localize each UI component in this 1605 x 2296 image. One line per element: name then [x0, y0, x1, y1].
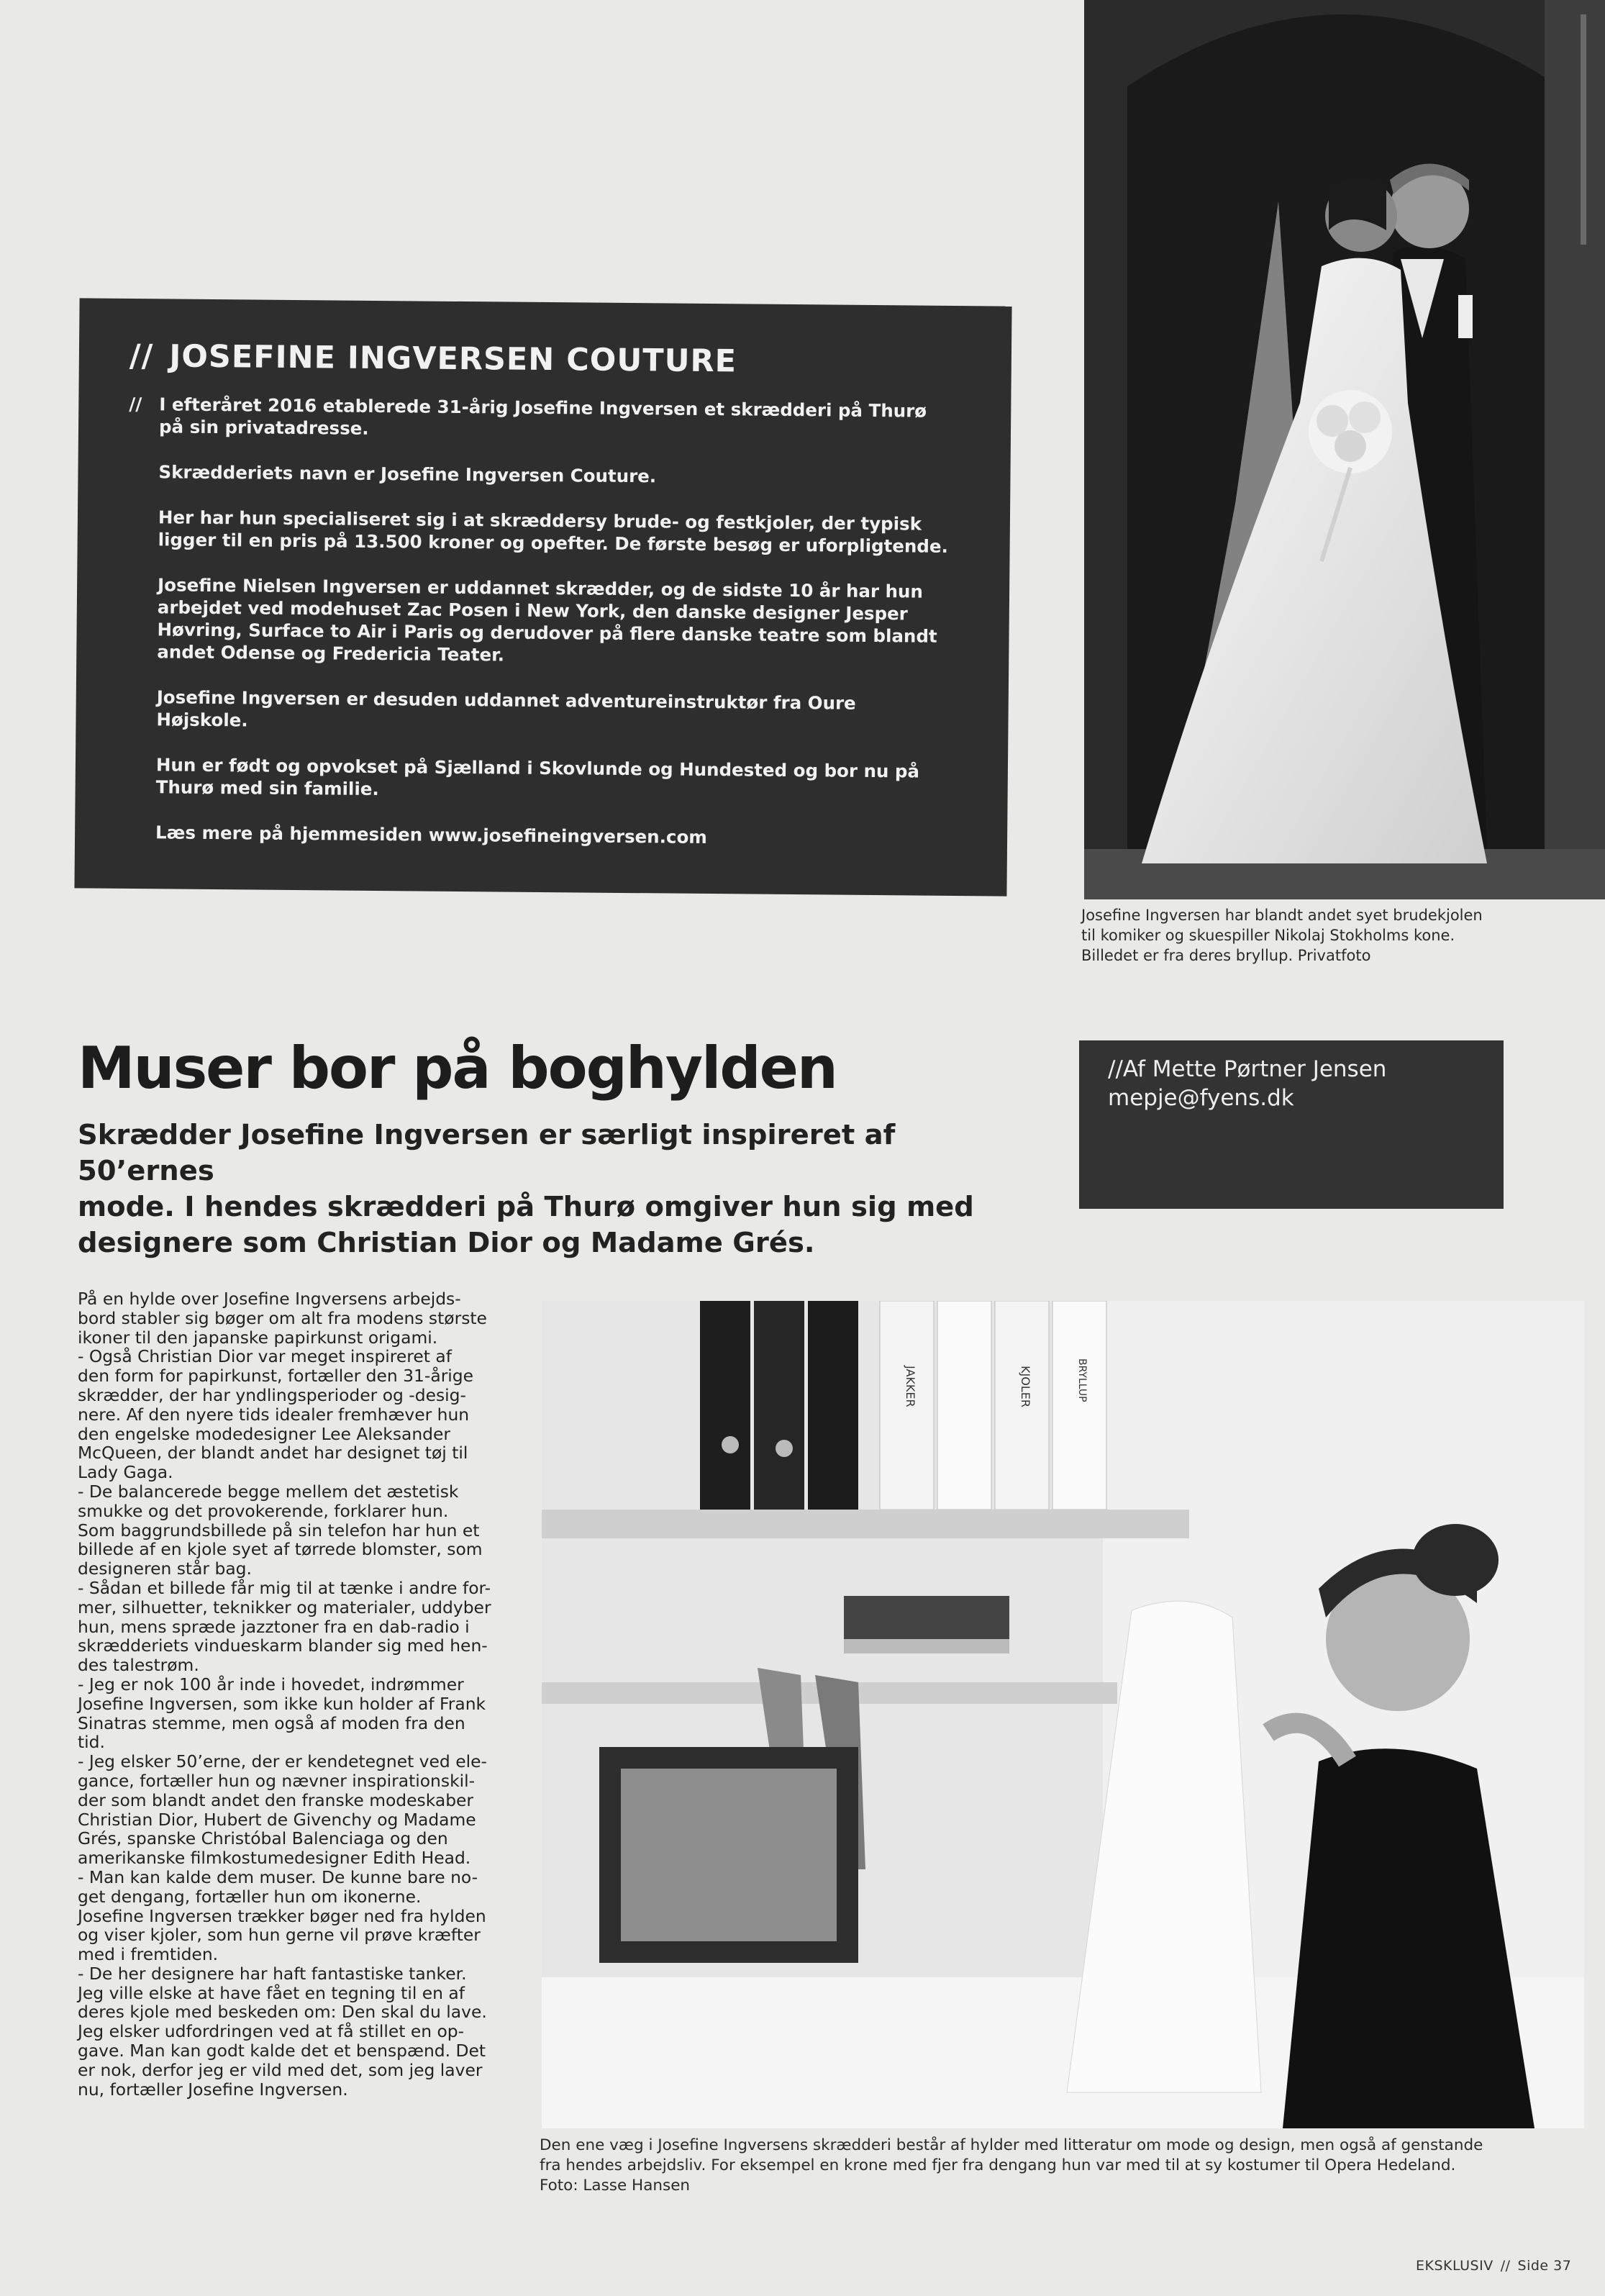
- binder-label: JAKKER: [904, 1366, 917, 1407]
- body-line: Josefine Ingversen trækker bøger ned fra hylden: [78, 1905, 486, 1926]
- body-line: Jeg ville elske at have fået en tegning til en af: [78, 1982, 465, 2003]
- article-body: [78, 1289, 527, 2099]
- caption-line: Billedet er fra deres bryllup. Privatfoto: [1081, 947, 1371, 964]
- body-line: Christian Dior, Hubert de Givenchy og Madame: [78, 1809, 476, 1830]
- fact-box-title: [129, 338, 954, 381]
- studio-illustration: [542, 1301, 1584, 2128]
- body-line: - Sådan et billede får mig til at tænke i andre for-: [78, 1577, 491, 1598]
- body-line: ikoner til den japanske papirkunst origami.: [78, 1327, 438, 1348]
- paragraph-mark: [125, 821, 155, 843]
- article-headline: Muser bor på boghylden: [78, 1035, 837, 1102]
- body-line: amerikanske filmkostumedesigner Edith Head.: [78, 1848, 471, 1869]
- body-line: Sinatras stemme, men også af moden fra den: [78, 1712, 465, 1733]
- body-line: - Man kan kalde dem muser. De kunne bare no-: [78, 1866, 478, 1887]
- caption-line: Foto: Lasse Hansen: [540, 2177, 691, 2195]
- byline-box: [1079, 1040, 1504, 1209]
- body-line: gave. Man kan godt kalde det et benspænd. Det: [78, 2041, 486, 2061]
- body-line: Josefine Ingversen, som ikke kun holder af Frank: [78, 1693, 486, 1714]
- paragraph-text: Josefine Nielsen Ingversen er uddannet skrædder, og de sidste 10 år har hun arbejdet ved modehuset Zac Posen i New York, den danske designer Jesper Høvring, Surface to Air i Paris og derudover på flere danske teatre som blandt andet Odense og Fredericia Teater.: [157, 574, 937, 666]
- paragraph-mark: [128, 460, 158, 483]
- body-line: billede af en kjole syet af tørrede blomster, som: [78, 1539, 483, 1560]
- caption-line: Josefine Ingversen har blandt andet syet brudekjolen: [1081, 907, 1483, 924]
- fact-paragraph: [127, 573, 952, 670]
- wedding-photo-caption: [1081, 905, 1585, 966]
- body-line: McQueen, der blandt andet har designet tøj til: [78, 1443, 468, 1464]
- fact-paragraph: [126, 753, 950, 805]
- paragraph-text: Hun er født og opvokset på Sjælland i Skovlunde og Hundested og bor nu på Thurø med sin familie.: [155, 754, 920, 800]
- body-line: den engelske modedesigner Lee Aleksander: [78, 1423, 451, 1444]
- wedding-illustration: [1084, 0, 1605, 899]
- fact-paragraph: [125, 821, 950, 850]
- caption-line: til komiker og skuespiller Nikolaj Stokholms kone.: [1081, 927, 1455, 944]
- body-line: - Jeg er nok 100 år inde i hovedet, indrømmer: [78, 1674, 464, 1694]
- paragraph-mark: [126, 686, 157, 730]
- caption-line: fra hendes arbejdsliv. For eksempel en krone med fjer fra dengang hun var med til at sy kostumer til Opera Hedeland.: [540, 2156, 1456, 2174]
- paragraph-text: Skrædderiets navn er Josefine Ingversen Couture.: [158, 461, 657, 487]
- binder-label: BRYLLUP: [1076, 1358, 1088, 1402]
- byline-author: //Af Mette Pørtner Jensen: [1108, 1056, 1387, 1082]
- body-line: Grés, spanske Christóbal Balenciaga og den: [78, 1828, 448, 1849]
- wedding-photo: [1084, 0, 1605, 899]
- publication-name: EKSKLUSIV: [1416, 2258, 1493, 2274]
- standfirst-line: designere som Christian Dior og Madame Grés.: [78, 1227, 815, 1259]
- body-line: med i fremtiden.: [78, 1944, 219, 1965]
- body-line: tid.: [78, 1732, 105, 1753]
- paragraph-text: I efteråret 2016 etablerede 31-årig Josefine Ingversen et skrædderi på Thurø på sin privatadresse.: [158, 394, 927, 439]
- paragraph-text: Her har hun specialiseret sig i at skræddersy brude- og festkjoler, der typisk ligger til en pris på 13.500 kroner og opefter. De første besøg er uforpligtende.: [158, 507, 948, 557]
- fact-paragraph: [128, 460, 952, 490]
- body-line: smukke og det provokerende, forklarer hun.: [78, 1500, 449, 1521]
- body-line: - De her designere har haft fantastiske tanker.: [78, 1963, 467, 1984]
- fact-box: [74, 298, 1011, 896]
- fact-box-title-text: JOSEFINE INGVERSEN COUTURE: [169, 338, 737, 380]
- body-line: der som blandt andet den franske modeskaber: [78, 1789, 474, 1810]
- fact-paragraph: [126, 686, 950, 738]
- body-line: - Jeg elsker 50’erne, der er kendetegnet ved ele-: [78, 1751, 487, 1772]
- studio-photo: [542, 1301, 1584, 2128]
- title-mark: //: [129, 337, 154, 375]
- body-line: På en hylde over Josefine Ingversens arbejds-: [78, 1289, 461, 1309]
- paragraph-mark: [127, 573, 158, 663]
- binder-label: KJOLER: [1019, 1366, 1032, 1407]
- body-line: mer, silhuetter, teknikker og materialer, uddyber: [78, 1597, 491, 1617]
- article-standfirst: [78, 1117, 991, 1261]
- body-line: skrædderiets vindueskarm blander sig med hen-: [78, 1635, 488, 1656]
- paragraph-text: Læs mere på hjemmesiden www.josefineingversen.com: [155, 822, 708, 848]
- body-line: designeren står bag.: [78, 1558, 252, 1579]
- caption-line: Den ene væg i Josefine Ingversens skrædderi består af hylder med litteratur om mode og design, men også af genstande: [540, 2136, 1483, 2154]
- body-line: deres kjole med beskeden om: Den skal du lave.: [78, 2002, 487, 2023]
- body-line: Som baggrundsbillede på sin telefon har hun et: [78, 1520, 480, 1541]
- body-line: den form for papirkunst, fortæller den 31-årige: [78, 1366, 474, 1387]
- paragraph-text: Josefine Ingversen er desuden uddannet adventureinstruktør fra Oure Højskole.: [156, 686, 856, 731]
- paragraph-mark: [126, 753, 157, 798]
- fact-paragraph: [128, 506, 952, 558]
- paragraph-mark: [128, 506, 159, 550]
- body-line: - Også Christian Dior var meget inspireret af: [78, 1346, 452, 1367]
- body-line: des talestrøm.: [78, 1655, 199, 1676]
- standfirst-line: Skrædder Josefine Ingversen er særligt inspireret af 50’ernes: [78, 1119, 896, 1187]
- body-line: Lady Gaga.: [78, 1462, 173, 1483]
- paragraph-mark: //: [129, 393, 142, 415]
- body-line: er nok, derfor jeg er vild med det, som jeg laver: [78, 2059, 483, 2080]
- body-line: hun, mens spræde jazztoner fra en dab-radio i: [78, 1616, 470, 1637]
- body-line: bord stabler sig bøger om alt fra modens største: [78, 1307, 487, 1328]
- body-line: nu, fortæller Josefine Ingversen.: [78, 2079, 348, 2100]
- body-line: nere. Af den nyere tids idealer fremhæver hun: [78, 1404, 470, 1425]
- standfirst-line: mode. I hendes skrædderi på Thurø omgiver hun sig med: [78, 1191, 974, 1223]
- footer-separator: //: [1500, 2258, 1511, 2274]
- studio-photo-caption: [540, 2136, 1568, 2196]
- fact-paragraph: [129, 393, 953, 445]
- page-footer: [1416, 2258, 1571, 2274]
- body-line: get dengang, fortæller hun om ikonerne.: [78, 1886, 422, 1907]
- byline-email[interactable]: mepje@fyens.dk: [1108, 1085, 1294, 1111]
- body-line: og viser kjoler, som hun gerne vil prøve kræfter: [78, 1925, 481, 1946]
- body-line: skrædder, der har yndlingsperioder og -desig-: [78, 1384, 466, 1405]
- body-line: Jeg elsker udfordringen ved at få stillet en op-: [78, 2021, 465, 2042]
- page-number: Side 37: [1517, 2258, 1572, 2274]
- body-line: gance, fortæller hun og nævner inspirationskil-: [78, 1770, 476, 1791]
- body-line: - De balancerede begge mellem det æstetisk: [78, 1481, 459, 1502]
